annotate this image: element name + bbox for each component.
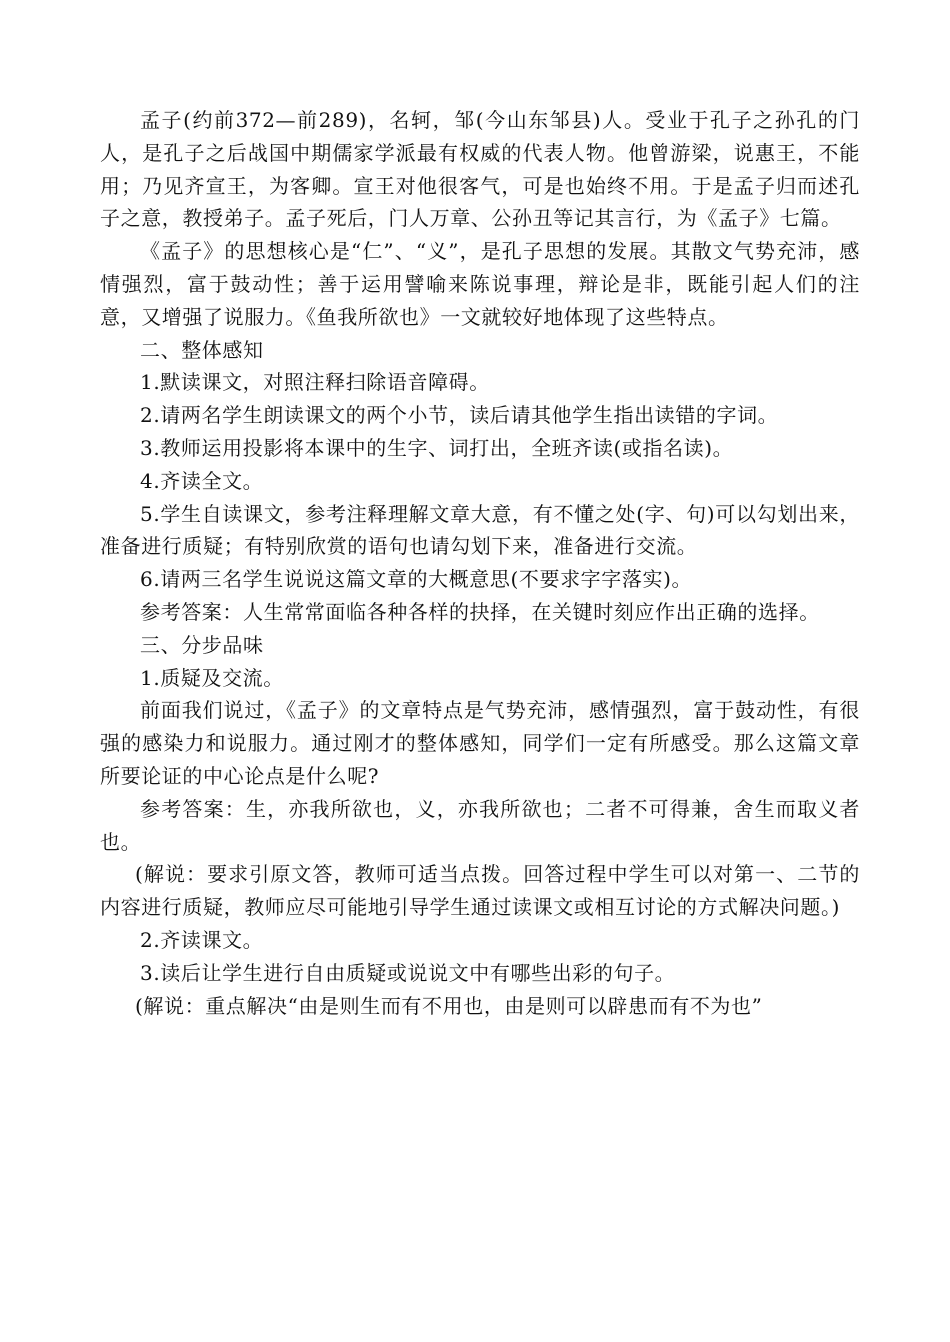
list-item-free-questioning: 3.读后让学生进行自由质疑或说说文中有哪些出彩的句子。 bbox=[140, 960, 676, 985]
paragraph-mencius-bio: 孟子(约前372—前289)，名轲，邹(今山东邹县)人。受业于孔子之孙孔的门人，是孔子之后战国中期儒家学派最有权威的代表人物。他曾游梁，说惠王，不能用；乃见齐宣王，为客卿。宣王对他很客气，可是也始终不用。于是孟子归而述孔子之意，教授弟子。孟子死后，门人万章、公孙丑等记其言行，为《孟子》七篇。 bbox=[100, 108, 860, 231]
explanation-note-2: (解说：重点解决“由是则生而有不用也，由是则可以辟患而有不为也” bbox=[135, 993, 763, 1018]
list-item-step-1: 1.默读课文，对照注释扫除语音障碍。 bbox=[140, 370, 490, 395]
list-item-step-6: 6.请两三名学生说说这篇文章的大概意思(不要求字字落实)。 bbox=[140, 567, 693, 592]
document-body bbox=[100, 104, 860, 1022]
paragraph-mencius-thought: 《孟子》的思想核心是“仁”、“义”，是孔子思想的发展。其散文气势充沛，感情强烈，富于鼓动性；善于运用譬喻来陈说事理，辩论是非，既能引起人们的注意，又增强了说服力。《鱼我所欲也》一文就较好地体现了这些特点。 bbox=[100, 239, 860, 329]
explanation-note-1: (解说：要求引原文答，教师可适当点拨。回答过程中学生可以对第一、二节的内容进行质疑，教师应尽可能地引导学生通过读课文或相互讨论的方式解决问题。) bbox=[100, 862, 860, 920]
paragraph-central-argument-question: 前面我们说过，《孟子》的文章特点是气势充沛，感情强烈，富于鼓动性，有很强的感染力和说服力。通过刚才的整体感知，同学们一定有所感受。那么这篇文章所要论证的中心论点是什么呢? bbox=[100, 698, 860, 788]
list-item-read-aloud: 2.齐读课文。 bbox=[140, 927, 264, 952]
list-item-step-5: 5.学生自读课文，参考注释理解文章大意，有不懂之处(字、句)可以勾划出来，准备进行质疑；有特别欣赏的语句也请勾划下来，准备进行交流。 bbox=[100, 501, 860, 559]
list-item-step-4: 4.齐读全文。 bbox=[140, 468, 264, 493]
section-heading-overall-perception: 二、整体感知 bbox=[140, 337, 264, 362]
section-heading-step-by-step: 三、分步品味 bbox=[140, 632, 264, 657]
list-item-step-2: 2.请两名学生朗读课文的两个小节，读后请其他学生指出读错的字词。 bbox=[140, 403, 779, 428]
list-item-question-exchange: 1.质疑及交流。 bbox=[140, 665, 284, 690]
list-item-step-3: 3.教师运用投影将本课中的生字、词打出，全班齐读(或指名读)。 bbox=[140, 435, 734, 460]
reference-answer-1: 参考答案：人生常常面临各种各样的抉择，在关键时刻应作出正确的选择。 bbox=[140, 599, 820, 624]
reference-answer-2: 参考答案：生，亦我所欲也，义，亦我所欲也；二者不可得兼，舍生而取义者也。 bbox=[100, 796, 860, 854]
